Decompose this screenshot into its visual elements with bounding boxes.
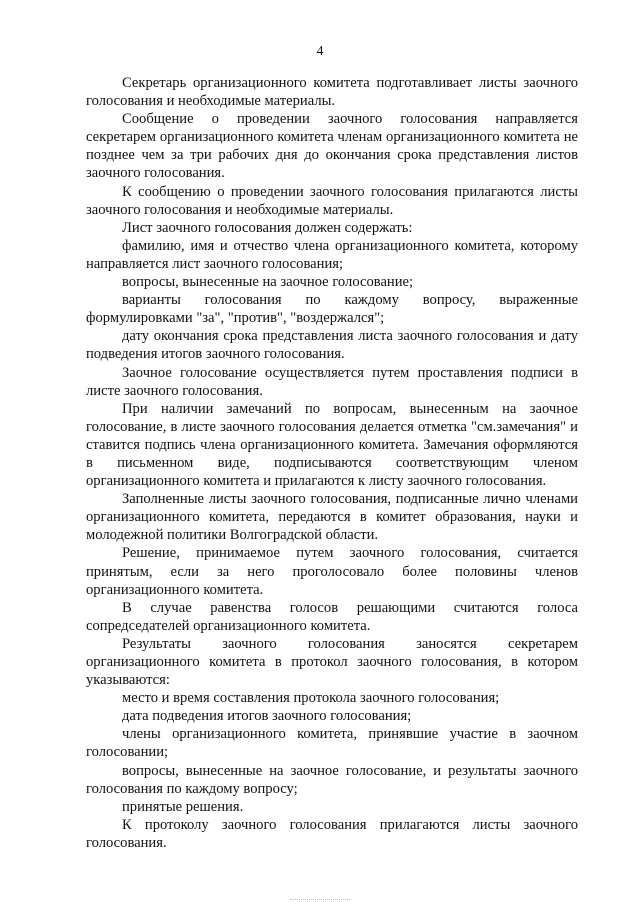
document-body [86, 74, 578, 852]
page-edge-mark [290, 899, 350, 903]
page-number: 4 [316, 44, 324, 59]
list-item-decisions: принятые решения. [122, 798, 244, 815]
list-item-member-name: фамилию, имя и отчество члена организационного комитета, которому направляется лист заочного голосования; [86, 237, 578, 272]
paragraph-ballot-contents-intro: Лист заочного голосования должен содержать: [122, 219, 413, 236]
paragraph-notice-sent: Сообщение о проведении заочного голосования направляется секретарем организационного комитета членам организационного комитета не позднее чем за три рабочих дня до окончания срока представления листов заочного голосования. [86, 111, 578, 182]
paragraph-signature: Заочное голосование осуществляется путем проставления подписи в листе заочного голосования. [86, 364, 578, 399]
paragraph-protocol-attachments: К протоколу заочного голосования прилагаются листы заочного голосования. [86, 816, 578, 851]
list-item-deadline-date: дату окончания срока представления листа заочного голосования и дату подведения итогов заочного голосования. [86, 328, 578, 363]
list-item-participants: члены организационного комитета, принявшие участие в заочном голосовании; [86, 726, 578, 761]
paragraph-secretary-prepares: Секретарь организационного комитета подготавливает листы заочного голосования и необходимые материалы. [86, 75, 578, 110]
paragraph-notice-attachments: К сообщению о проведении заочного голосования прилагаются листы заочного голосования и необходимые материалы. [86, 183, 578, 218]
paragraph-results-protocol: Результаты заочного голосования заносятся секретарем организационного комитета в протокол заочного голосования, в котором указываются: [86, 635, 578, 689]
paragraph-submission: Заполненные листы заочного голосования, подписанные лично членами организационного комитета, передаются в комитет образования, науки и молодежной политики Волгоградской области. [86, 491, 578, 544]
paragraph-tie-vote: В случае равенства голосов решающими считаются голоса сопредседателей организационного комитета. [86, 599, 578, 634]
list-item-place-time: место и время составления протокола заочного голосования; [122, 690, 500, 707]
list-item-voting-options: варианты голосования по каждому вопросу, выраженные формулировками "за", "против", "воздержался"; [86, 292, 578, 327]
paragraph-decision: Решение, принимаемое путем заочного голосования, считается принятым, если за него проголосовало более половины членов организационного комитета. [86, 545, 578, 598]
list-item-questions-results: вопросы, вынесенные на заочное голосование, и результаты заочного голосования по каждому вопросу; [86, 762, 578, 797]
list-item-summary-date: дата подведения итогов заочного голосования; [122, 708, 412, 725]
paragraph-remarks: При наличии замечаний по вопросам, вынесенным на заочное голосование, в листе заочного голосования делается отметка "см.замечания" и ставится подпись члена организационного комитета. Замечания оформляются в письменном виде, подписываются соответствующим членом организационного комитета и прилагаются к листу заочного голосования. [86, 400, 578, 490]
list-item-questions: вопросы, вынесенные на заочное голосование; [122, 274, 414, 291]
